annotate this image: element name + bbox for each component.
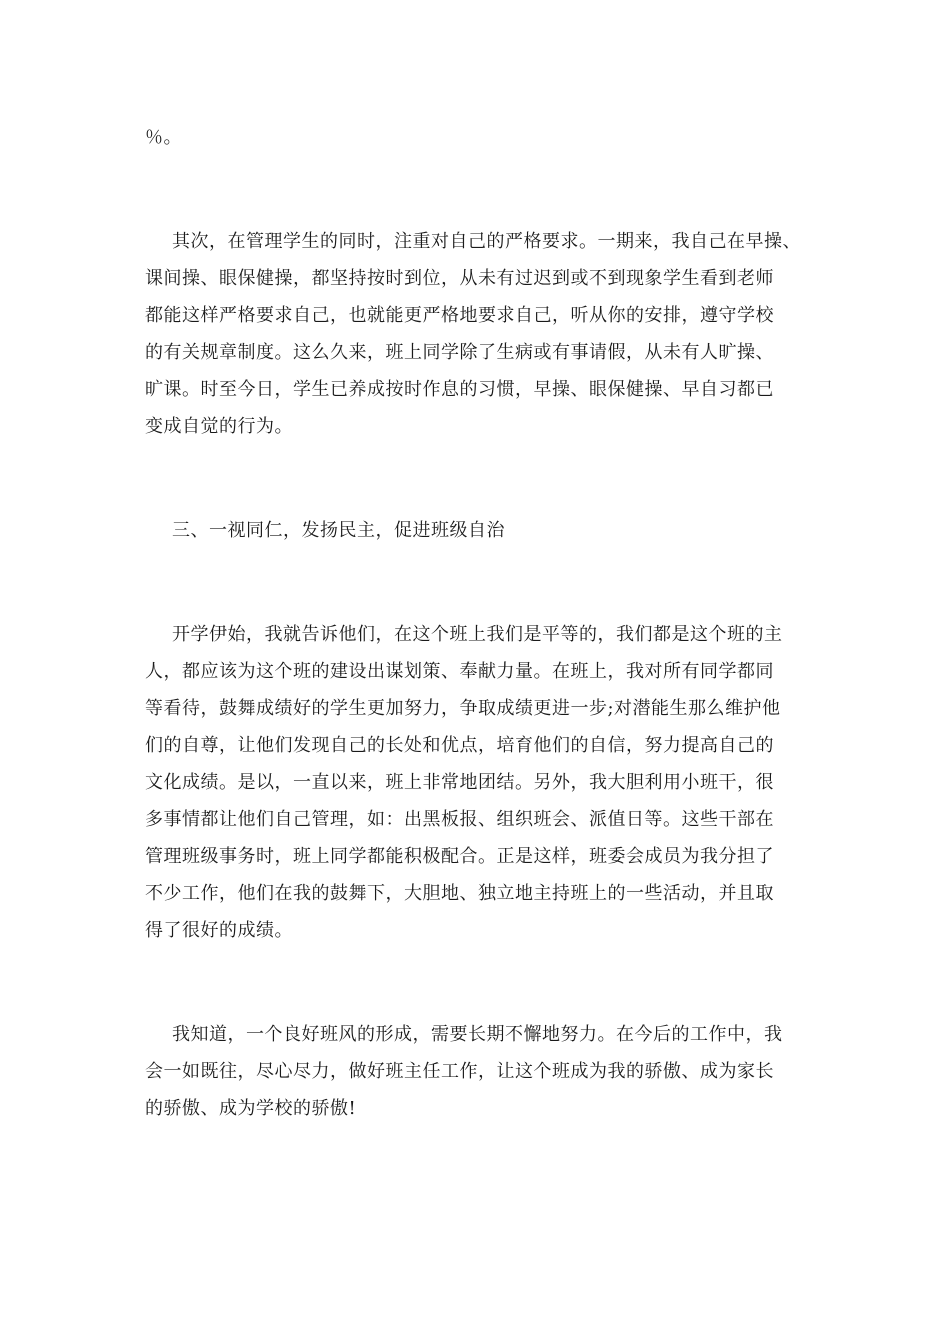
paragraph-line: 管理班级事务时，班上同学都能积极配合。正是这样，班委会成员为我分担了: [145, 846, 774, 867]
paragraph-line: 等看待，鼓舞成绩好的学生更加努力，争取成绩更进一步;对潜能生那么维护他: [145, 698, 781, 719]
paragraph-line: 开学伊始，我就告诉他们，在这个班上我们是平等的，我们都是这个班的主: [172, 624, 783, 645]
paragraph-line: 旷课。时至今日，学生已养成按时作息的习惯，早操、眼保健操、早自习都已: [145, 379, 774, 400]
paragraph-line: 都能这样严格要求自己，也就能更严格地要求自己，听从你的安排，遵守学校: [145, 305, 774, 326]
paragraph-line: 不少工作，他们在我的鼓舞下，大胆地、独立地主持班上的一些活动，并且取: [145, 883, 774, 904]
paragraph-line: 的有关规章制度。这么久来，班上同学除了生病或有事请假，从未有人旷操、: [145, 342, 774, 363]
section-heading-3: 三、一视同仁，发扬民主，促进班级自治: [172, 520, 505, 541]
paragraph-line: 人，都应该为这个班的建设出谋划策、奉献力量。在班上，我对所有同学都同: [145, 661, 774, 682]
paragraph-line: 课间操、眼保健操，都坚持按时到位，从未有过迟到或不到现象学生看到老师: [145, 268, 774, 289]
paragraph-line: 得了很好的成绩。: [145, 920, 293, 941]
text-fragment-percent: ％。: [145, 127, 182, 148]
paragraph-line: 的骄傲、成为学校的骄傲!: [145, 1098, 357, 1119]
paragraph-line: 变成自觉的行为。: [145, 416, 293, 437]
paragraph-line: 文化成绩。是以，一直以来，班上非常地团结。另外，我大胆利用小班干，很: [145, 772, 774, 793]
paragraph-line: 其次，在管理学生的同时，注重对自己的严格要求。一期来，我自己在早操、: [172, 231, 801, 252]
paragraph-line: 我知道，一个良好班风的形成，需要长期不懈地努力。在今后的工作中，我: [172, 1024, 783, 1045]
paragraph-line: 们的自尊，让他们发现自己的长处和优点，培育他们的自信，努力提高自己的: [145, 735, 774, 756]
paragraph-line: 多事情都让他们自己管理，如：出黑板报、组织班会、派值日等。这些干部在: [145, 809, 774, 830]
paragraph-line: 会一如既往，尽心尽力，做好班主任工作，让这个班成为我的骄傲、成为家长: [145, 1061, 774, 1082]
